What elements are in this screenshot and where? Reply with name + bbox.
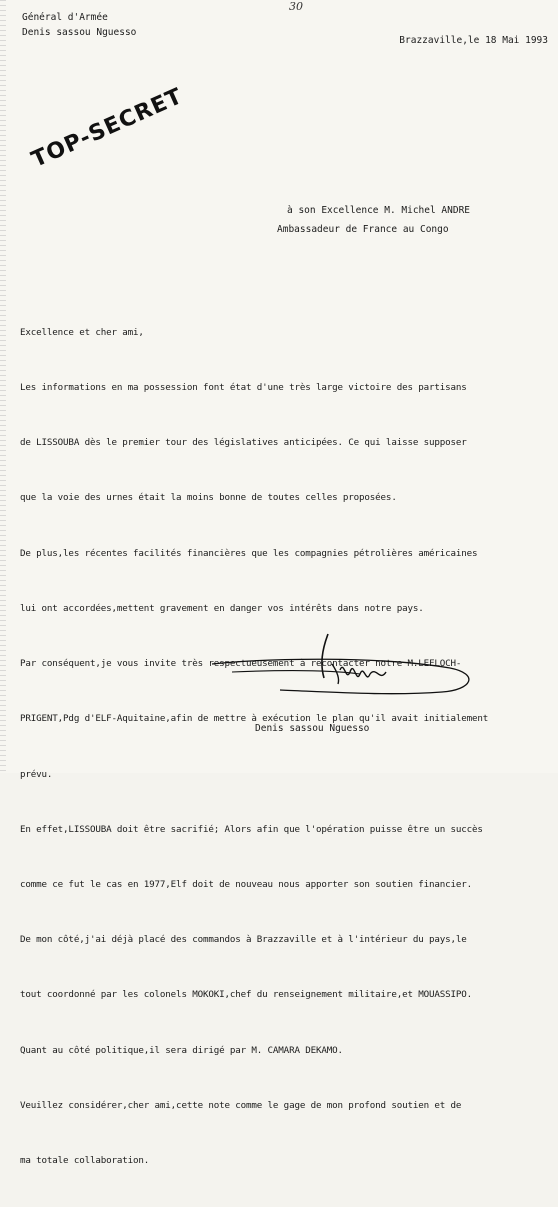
body-line: Excellence et cher ami, [20, 326, 144, 338]
body-line: En effet,LISSOUBA doit être sacrifié; Alors afin que l'opération puisse être un succès [20, 823, 483, 835]
body-line: de LISSOUBA dès le premier tour des législatives anticipées. Ce qui laisse supposer [20, 437, 467, 449]
body-line: Veuillez considérer,cher ami,cette note comme le gage de mon profond soutien et de [20, 1099, 462, 1111]
body-line: lui ont accordées,mettent gravement en danger vos intérêts dans notre pays. [20, 602, 424, 614]
body-line: comme ce fut le cas en 1977,Elf doit de nouveau nous apporter son soutien financier. [20, 879, 473, 890]
recipient-line1: à son Excellence M. Michel ANDRE [287, 205, 471, 216]
top-secret-stamp: TOP-SECRET [28, 83, 187, 173]
body-line: De mon côté,j'ai déjà placé des commandos à Brazzaville et à l'intérieur du pays,le [20, 934, 467, 946]
body-line: prévu. [20, 768, 53, 780]
dateline: Brazzaville,le 18 Mai 1993 [399, 35, 548, 46]
page-number: 30 [289, 0, 303, 13]
scan-edge-noise [0, 0, 6, 773]
recipient-line2: Ambassadeur de France au Congo [277, 224, 449, 235]
body-line: ma totale collaboration. [20, 1155, 150, 1167]
body-line: De plus,les récentes facilités financières que les compagnies pétrolières américaines [20, 547, 478, 559]
body-line: PRIGENT,Pdg d'ELF-Aquitaine,afin de mettre à exécution le plan qu'il avait initialement [20, 713, 489, 725]
body-line: Quant au côté politique,il sera dirigé par M. CAMARA DEKAMO. [20, 1044, 343, 1056]
typed-signature-name: Denis sassou Nguesso [255, 723, 370, 734]
recipient-block [277, 201, 470, 239]
sender-name: Denis sassou Nguesso [22, 27, 137, 38]
sender-block [22, 10, 136, 40]
body-line: Par conséquent,je vous invite très respectueusement à recontacter notre M.LEFLOCH- [20, 658, 462, 670]
letter-body [20, 287, 552, 1207]
body-line: que la voie des urnes était la moins bonne de toutes celles proposées. [20, 492, 397, 504]
body-line: Les informations en ma possession font état d'une très large victoire des partisans [20, 382, 467, 394]
body-line: tout coordonné par les colonels MOKOKI,chef du renseignement militaire,et MOUASSIPO. [20, 989, 473, 1001]
handwritten-signature [210, 630, 480, 700]
sender-title: Général d'Armée [22, 12, 108, 23]
